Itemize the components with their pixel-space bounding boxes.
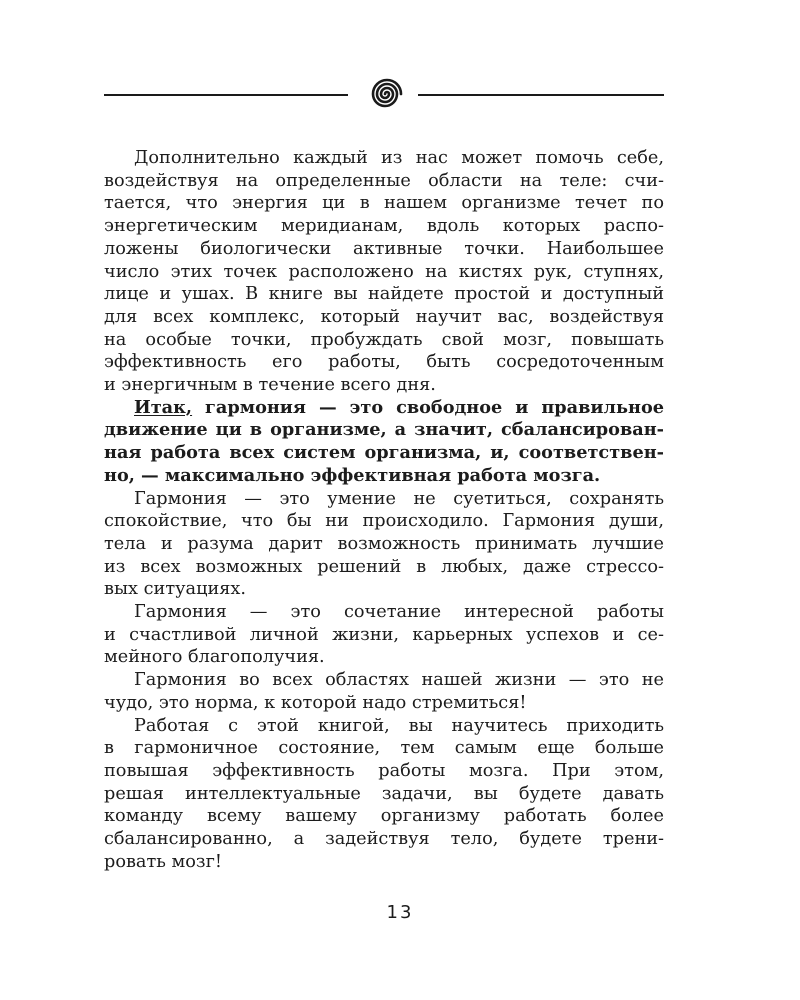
header-ornament bbox=[104, 75, 664, 113]
text-line: ровать мозг! bbox=[104, 851, 222, 872]
text-line: энергетическим меридианам, вдоль которых распо- bbox=[104, 216, 664, 237]
text-line: но, — максимально эффективная работа мозга. bbox=[104, 464, 601, 486]
text-line: число этих точек расположено на кистях рук, ступнях, bbox=[104, 261, 664, 282]
text-fragment: гармония — это свободное и правильное bbox=[192, 396, 664, 418]
text-line: Дополнительно каждый из нас может помочь себе, bbox=[134, 148, 664, 168]
text-line: для всех комплекс, который научит вас, воздействуя bbox=[104, 306, 664, 327]
text-line: решая интеллектуальные задачи, вы будете давать bbox=[104, 783, 664, 804]
text-line: тела и разума дарит возможность принимать лучшие bbox=[104, 533, 664, 554]
text-line: воздействуя на определенные области на теле: счи- bbox=[104, 170, 664, 191]
text-line: сбалансированно, а задействуя тело, будете трени- bbox=[104, 829, 664, 850]
text-line: ная работа всех систем организма, и, соответствен- bbox=[104, 442, 664, 464]
text-line: вых ситуациях. bbox=[104, 579, 246, 600]
underlined-word: Итак, bbox=[134, 396, 193, 418]
spiral-icon bbox=[366, 76, 404, 112]
text-line: Работая с этой книгой, вы научитесь приходить bbox=[134, 715, 664, 736]
header-rule-left bbox=[104, 94, 348, 96]
header-rule-right bbox=[418, 94, 664, 96]
text-line bbox=[104, 397, 664, 420]
text-line: тается, что энергия ци в нашем организме течет по bbox=[104, 193, 664, 214]
text-line: Гармония — это умение не суетиться, сохранять bbox=[134, 488, 664, 509]
text-line: и энергичным в течение всего дня. bbox=[104, 375, 436, 396]
text-line: движение ци в организме, а значит, сбалансирован- bbox=[104, 419, 664, 441]
text-line: из всех возможных решений в любых, даже стрессо- bbox=[104, 556, 664, 577]
text-line: эффективность его работы, быть сосредоточенным bbox=[104, 352, 664, 373]
text-line: чудо, это норма, к которой надо стремиться! bbox=[104, 692, 527, 713]
paragraph bbox=[104, 488, 664, 602]
paragraph bbox=[104, 669, 664, 714]
text-line: Гармония во всех областях нашей жизни — это не bbox=[134, 670, 664, 691]
text-line: команду всему вашему организму работать более bbox=[104, 806, 664, 827]
text-line: и счастливой личной жизни, карьерных успехов и се- bbox=[104, 624, 664, 645]
text-line: Гармония — это сочетание интересной работы bbox=[134, 602, 664, 623]
text-line: в гармоничное состояние, тем самым еще больше bbox=[104, 738, 664, 759]
text-line: ложены биологически активные точки. Наибольшее bbox=[104, 238, 664, 259]
page-number: 13 bbox=[386, 902, 414, 923]
paragraph bbox=[104, 147, 664, 397]
paragraph bbox=[104, 715, 664, 874]
bold-paragraph bbox=[104, 397, 664, 488]
paragraph bbox=[104, 601, 664, 669]
text-line: на особые точки, пробуждать свой мозг, повышать bbox=[104, 329, 664, 350]
text-line: лице и ушах. В книге вы найдете простой и доступный bbox=[104, 284, 664, 305]
text-line: мейного благополучия. bbox=[104, 647, 325, 668]
text-line: повышая эффективность работы мозга. При этом, bbox=[104, 760, 664, 781]
text-line: спокойствие, что бы ни происходило. Гармония души, bbox=[104, 511, 664, 532]
body-text bbox=[104, 147, 664, 874]
